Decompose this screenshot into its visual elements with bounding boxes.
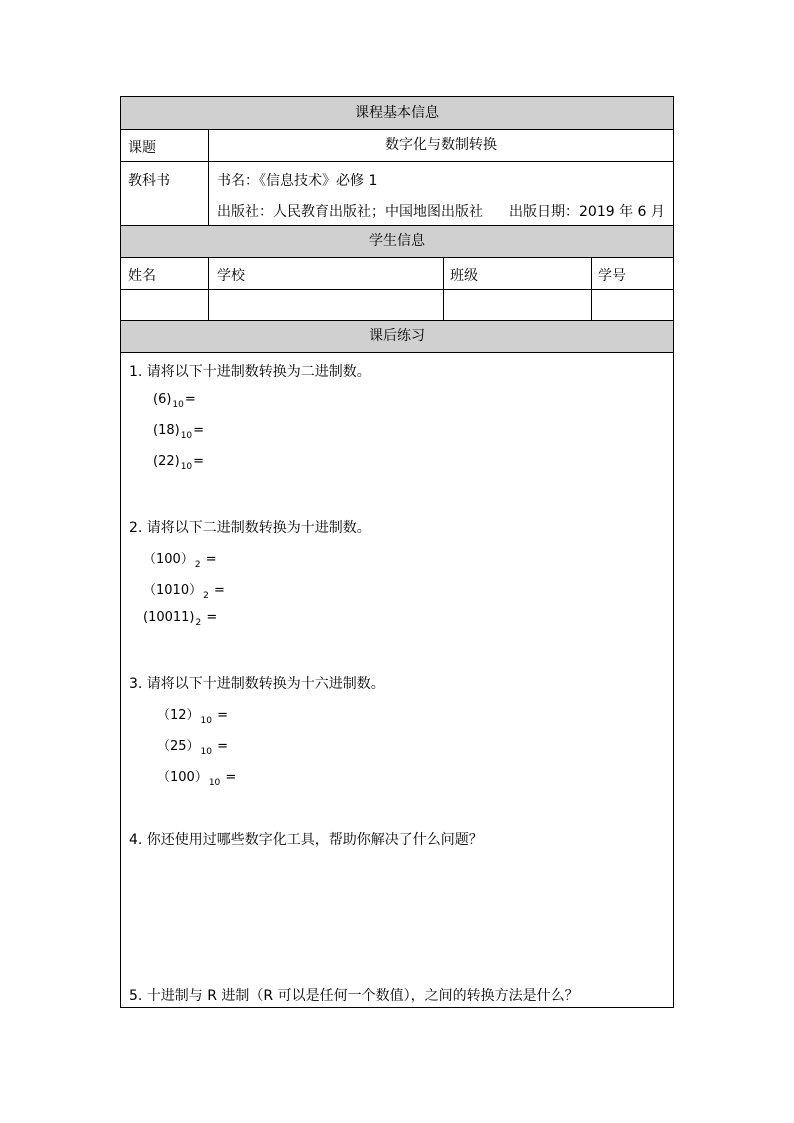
topic-label-cell	[121, 130, 209, 161]
worksheet-table	[120, 96, 674, 1008]
textbook-row	[121, 162, 673, 226]
question-1: 1. 请将以下十进制数转换为二进制数。	[129, 364, 371, 380]
topic-label: 课题	[128, 140, 156, 156]
book-name: 书名：《信息技术》必修 1	[217, 173, 378, 189]
exercises-title: 课后练习	[369, 328, 425, 344]
publish-date: 出版日期：2019 年 6 月	[509, 204, 665, 220]
school-column	[209, 258, 444, 289]
name-input-cell[interactable]	[121, 290, 209, 320]
class-input-cell[interactable]	[444, 290, 592, 320]
q3-item: $(25)_{10}$ =	[157, 739, 229, 757]
q1-item: $(18)_{10}=$	[153, 423, 205, 441]
course-info-title: 课程基本信息	[355, 105, 439, 121]
q2-item: $(10011)_2$ =	[143, 610, 218, 628]
textbook-label-cell	[121, 162, 209, 225]
question-5: 5. 十进制与 R 进制（R 可以是任何一个数值），之间的转换方法是什么？	[129, 988, 579, 1004]
q3-item: $(100)_{10}$ =	[157, 770, 237, 788]
student-id-column	[592, 258, 673, 289]
student-id-label: 学号	[598, 268, 626, 284]
question-3: 3. 请将以下十进制数转换为十六进制数。	[129, 676, 385, 692]
q2-item: $(1010)_2$ =	[143, 583, 225, 601]
topic-row	[121, 130, 673, 162]
student-blank-row	[121, 290, 673, 321]
exercises-body	[121, 353, 673, 1007]
course-info-header	[121, 97, 673, 130]
name-label: 姓名	[128, 268, 156, 284]
question-4: 4. 你还使用过哪些数字化工具，帮助你解决了什么问题？	[129, 832, 483, 848]
q2-item: $(100)_2$ =	[143, 552, 217, 570]
textbook-label: 教科书	[128, 173, 170, 189]
school-input-cell[interactable]	[209, 290, 444, 320]
name-column	[121, 258, 209, 289]
question-2: 2. 请将以下二进制数转换为十进制数。	[129, 520, 371, 536]
student-info-header	[121, 226, 673, 258]
school-label: 学校	[217, 268, 245, 284]
q3-item: $(12)_{10}$ =	[157, 708, 229, 726]
q1-item: $(6)_{10}=$	[153, 392, 196, 410]
student-columns-row	[121, 258, 673, 290]
topic-value: 数字化与数制转换	[385, 137, 497, 153]
textbook-info-cell	[209, 162, 673, 225]
student-id-input-cell[interactable]	[592, 290, 673, 320]
topic-value-cell	[209, 130, 673, 161]
publisher: 出版社：人民教育出版社；中国地图出版社	[217, 204, 483, 220]
class-column	[444, 258, 592, 289]
student-info-title: 学生信息	[369, 233, 425, 249]
exercises-header	[121, 321, 673, 353]
class-label: 班级	[450, 268, 478, 284]
q1-item: $(22)_{10}=$	[153, 454, 205, 472]
question-4-answer-area[interactable]	[129, 853, 665, 973]
